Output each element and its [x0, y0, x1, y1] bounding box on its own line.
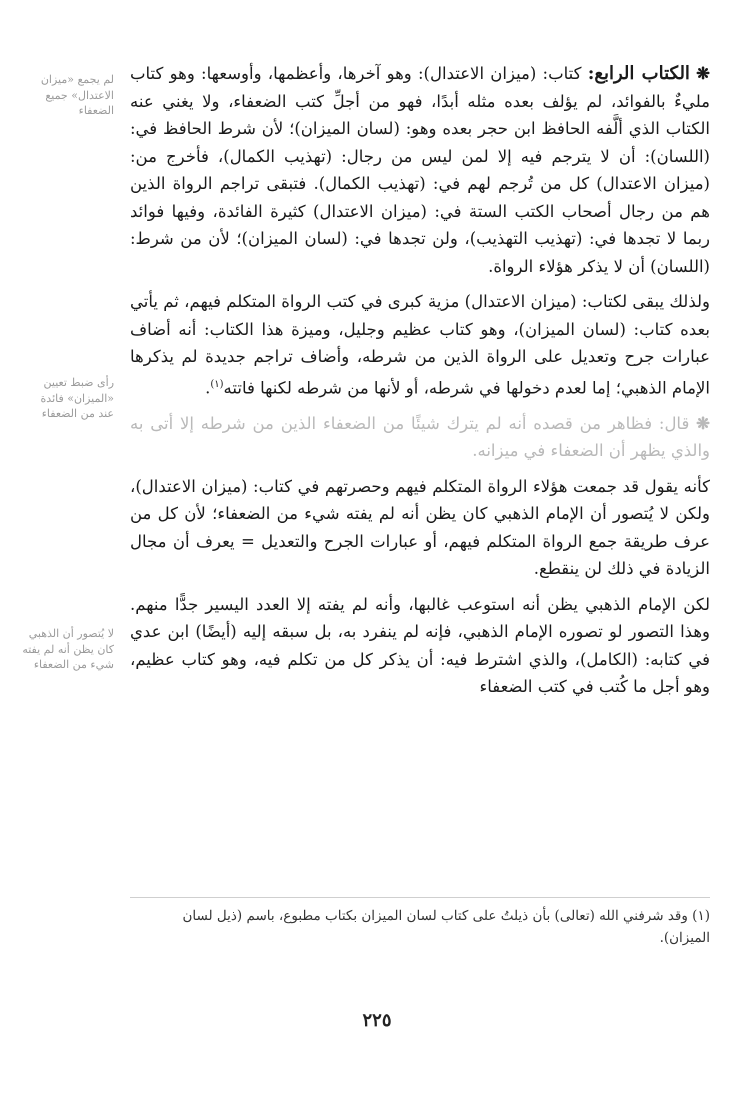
paragraph-1-text: كتاب: (ميزان الاعتدال): وهو آخرها، وأعظمها، وأوسعها: وهو كتاب مليءٌ بالفوائد، لم يؤلف بعده مثله أبدًا، فهو من أجلِّ كتب الضعفاء، ولا يغني عنه الكتاب الذي ألَّفه الحافظ ابن حجر بعده وهو: (لسان الميزان)؛ لأن شرط الحافظ في: (اللسان): أن لا يترجم فيه إلا لمن ليس من رجال: (تهذيب الكمال)، فأخرج من: (ميزان الاعتدال) كل من تُرجم لهم في: (تهذيب الكمال). فتبقى تراجم الرواة الذين هم من رجال أصحاب الكتب الستة في: (ميزان الاعتدال) كثيرة الفائدة، وفيها فوائد ربما لا تجدها في: (تهذيب التهذيب)، ولن تجدها في: (لسان الميزان)؛ لأن من شرط: (اللسان) أن لا يذكر هؤلاء الرواة. — [130, 64, 710, 276]
asterisk-icon: ❋ — [696, 413, 710, 433]
page-number: ٢٢٥ — [362, 1010, 392, 1031]
footnote-1: (١) وقد شرفني الله (تعالى) بأن ذيلتُ على كتاب لسان الميزان بكتاب مطبوع، باسم (ذيل لسان الميزان). — [182, 908, 710, 946]
paragraph-3-quote — [130, 410, 710, 465]
paragraph-2: ولذلك يبقى لكتاب: (ميزان الاعتدال) مزية كبرى في كتب الرواة المتكلم فيهم، ثم يأتي بعده كتاب: (لسان الميزان)، وهو كتاب عظيم وجليل، وميزة هذا الكتاب: أنه أضاف عبارات جرح وتعديل على الرواة الذين من شرطه، وأضاف تراجم جديدة لم يذكرها الإمام الذهبي؛ إما لعدم دخولها في شرطه، أو لأنها من شرطه لكنها فاتته$^{(١)}$. — [130, 292, 710, 397]
footnote-marker: (١) — [210, 378, 224, 390]
paragraph-1 — [130, 60, 710, 280]
paragraph-1-lead: الكتاب الرابع: — [587, 63, 690, 84]
paragraph-5: لكن الإمام الذهبي يظن أنه استوعب غالبها، وأنه لم يفته إلا العدد اليسير جدًّا منهم. وهذا التصور لو تصوره الإمام الذهبي، فإنه لم ينفرد به، بل سبقه إليه (أيضًا) ابن عدي في كتابه: (الكامل)، والذي اشترط فيه: أن يذكر كل من تكلم فيه، وهو كتاب عظيم، وهو أجل ما كُتب في كتب الضعفاء — [130, 594, 710, 696]
margin-note-1: لم يجمع «ميزان الاعتدال» جميع الضعفاء — [40, 73, 114, 117]
margin-note-3: لا يُتصور أن الذهبي كان يظن أنه لم يفته شيء من الضعفاء — [22, 627, 114, 671]
paragraph-2-text: ولذلك يبقى لكتاب: (ميزان الاعتدال) مزية كبرى في كتب الرواة المتكلم فيهم، ثم يأتي بعده كتاب: (لسان الميزان)، وهو كتاب عظيم وجليل، وميزة هذا الكتاب: أنه أضاف عبارات جرح وتعديل على الرواة الذين من شرطه، وأضاف تراجم جديدة لم يذكرها الإمام الذهبي؛ إما لعدم دخولها في شرطه، أو لأنها من شرطه لكنها فاتته — [130, 292, 710, 397]
footnote-divider — [130, 897, 710, 898]
margin-note-2: رأى ضبط تعيين «الميزان» فائدة عند من الضعفاء — [40, 376, 114, 420]
paragraph-4: كأنه يقول قد جمعت هؤلاء الرواة المتكلم فيهم وحصرتهم في كتاب: (ميزان الاعتدال)، ولكن لا يُتصور أن الإمام الذهبي كان يظن أنه لم يفته شيء من الضعفاء؛ لأن كل من عرف طريقة جمع الرواة المتكلم فيهم، أو عبارات الجرح والتعديل = يعرف أن مجال الزيادة في ذلك لن ينقطع. — [130, 476, 710, 578]
asterisk-icon: ❋ — [696, 64, 710, 83]
footnotes — [130, 905, 710, 949]
paragraph-3-text: قال: فظاهر من قصده أنه لم يترك شيئًا من الضعفاء الذين من شرطه إلا أتى به والذي يظهر أن الضعفاء في ميزانه. — [130, 413, 710, 460]
main-text — [130, 60, 710, 709]
